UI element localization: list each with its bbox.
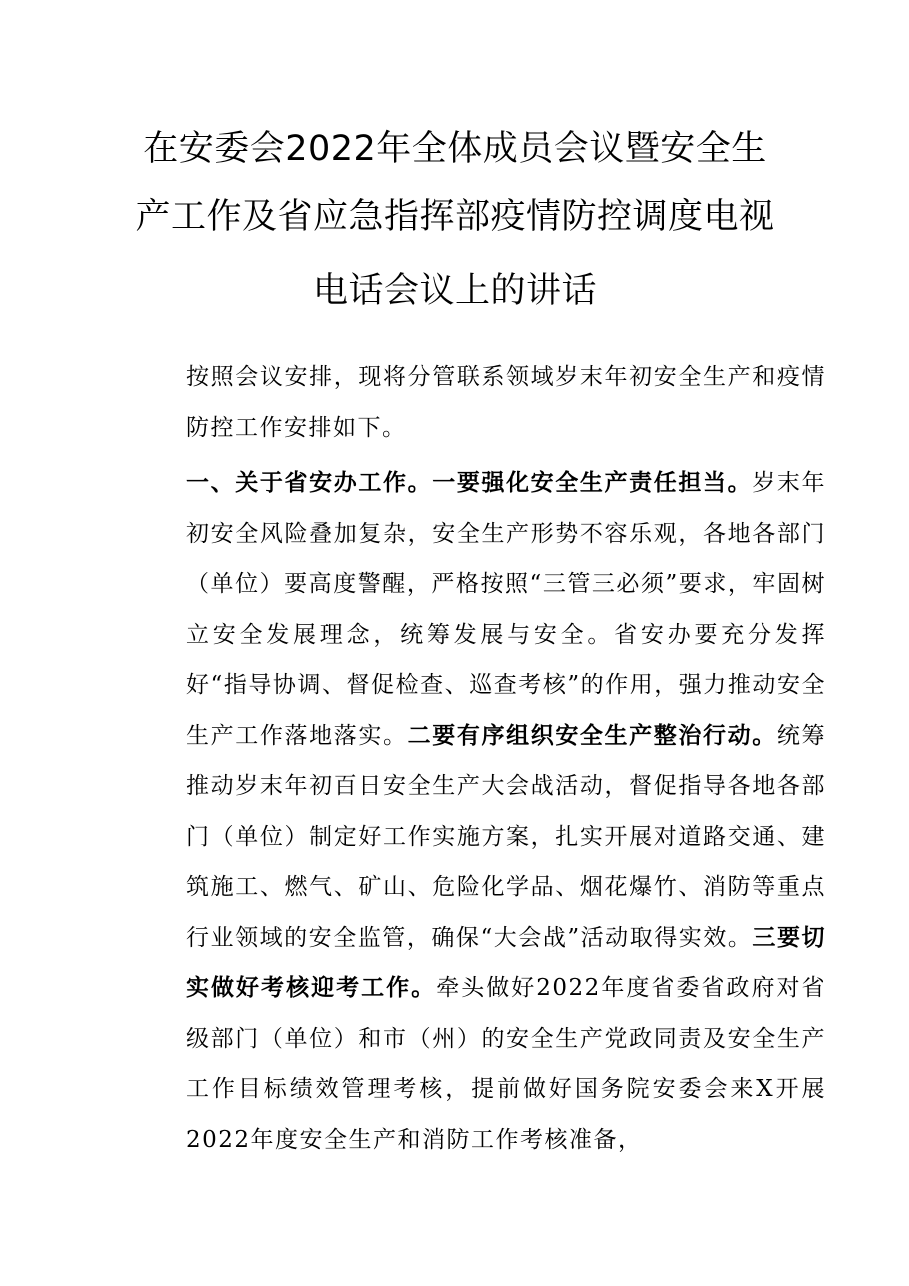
point-2-text: 统筹推动岁末年初百日安全生产大会战活动，督促指导各地各部门（单位）制定好工作实施方案，扎实开展对道路交通、建筑施工、燃气、矿山、危险化学品、烟花爆竹、消防等重点行业领域的安全监管，确保“大会战”活动取得实效。 xyxy=(186,722,827,951)
intro-text: 按照会议安排，现将分管联系领域岁末年初安全生产和疫情防控工作安排如下。 xyxy=(186,364,826,441)
point-1-heading: 一要强化安全生产责任担当。 xyxy=(432,470,753,496)
document-title-line-3: 电话会议上的讲话 xyxy=(312,271,597,311)
section-1-paragraph xyxy=(140,458,826,1165)
document-title-line-1: 在安委会2022年全体成员会议暨安全生 xyxy=(143,129,767,169)
intro-paragraph xyxy=(140,352,826,453)
point-3-text: 牵头做好2022年度省委省政府对省级部门（单位）和市（州）的安全生产党政同责及安全生产工作目标绩效管理考核，提前做好国务院安委会来X开展2022年度安全生产和消防工作考核准备， xyxy=(186,975,826,1153)
point-1-text: 岁末年初安全风险叠加复杂，安全生产形势不容乐观，各地各部门（单位）要高度警醒，严格按照“三管三必须”要求，牢固树立安全发展理念，统筹发展与安全。省安办要充分发挥好“指导协调、督促检查、巡查考核”的作用，强力推动安全生产工作落地落实。 xyxy=(186,470,827,749)
section-1-heading: 一、关于省安办工作。 xyxy=(186,470,433,496)
document-title-line-2: 产工作及省应急指挥部疫情防控调度电视 xyxy=(135,197,775,237)
point-3-heading: 三要切实做好考核迎考工作。 xyxy=(186,924,826,1001)
point-2-heading: 二要有序组织安全生产整治行动。 xyxy=(407,722,777,749)
